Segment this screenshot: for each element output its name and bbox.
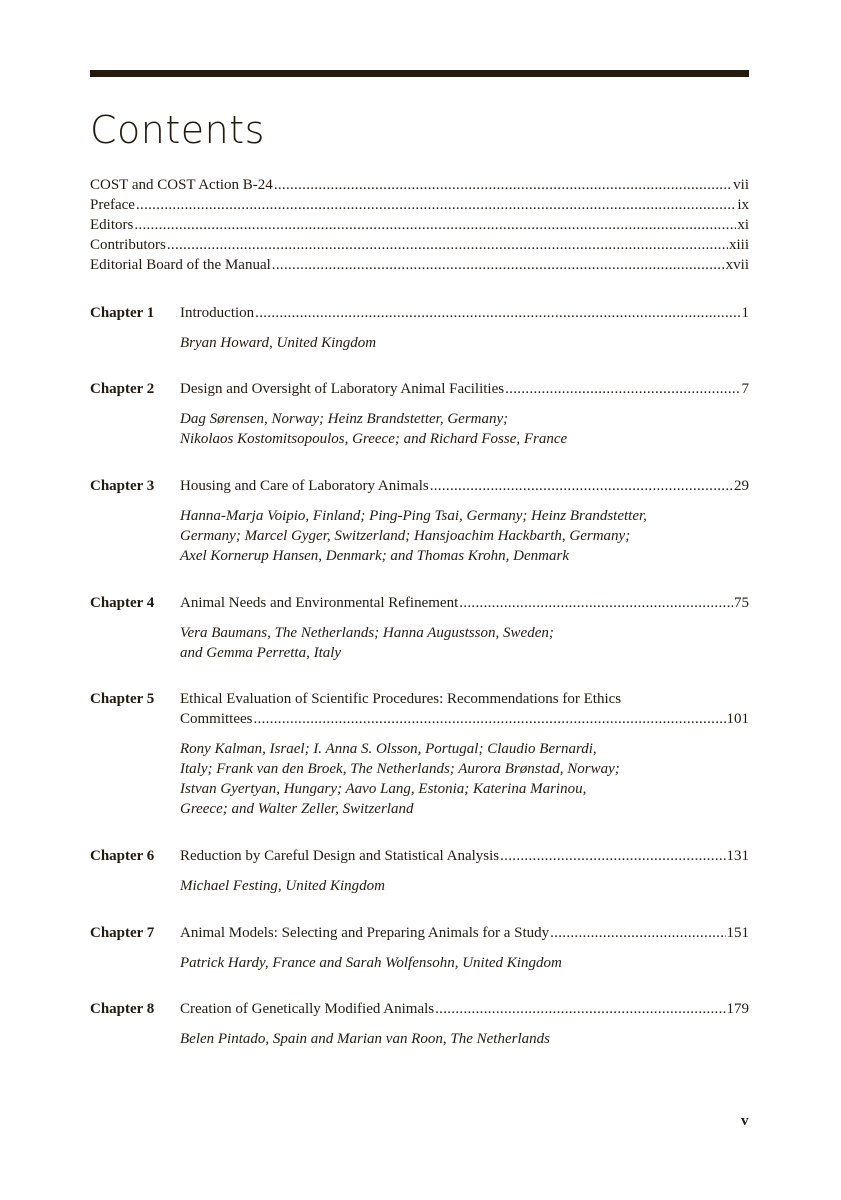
entry-title: Animal Models: Selecting and Preparing Animals for a Study <box>180 925 550 941</box>
entry-title: Creation of Genetically Modified Animals <box>180 1001 435 1017</box>
dot-leader <box>136 195 736 215</box>
chapter-authors <box>180 953 749 973</box>
chapter-title-entry[interactable] <box>180 379 749 399</box>
chapter-title-entry[interactable] <box>180 846 749 866</box>
entry-page: 101 <box>726 711 749 727</box>
chapter-authors <box>180 1029 749 1049</box>
dot-leader <box>167 235 728 255</box>
dot-leader <box>134 215 736 235</box>
chapter-title-entry[interactable] <box>180 923 749 943</box>
entry-page: ix <box>737 197 749 213</box>
author-line: Germany; Marcel Gyger, Switzerland; Hansjoachim Hackbarth, Germany; <box>180 528 631 544</box>
author-line: Bryan Howard, United Kingdom <box>180 335 377 351</box>
entry-title: Preface <box>90 197 135 213</box>
entry-page: 7 <box>741 381 749 397</box>
toc-entry[interactable] <box>90 255 749 275</box>
chapter-title-entry[interactable] <box>180 999 749 1019</box>
entry-page: xvii <box>725 257 749 273</box>
author-line: Dag Sørensen, Norway; Heinz Brandstetter, Germany; <box>180 411 509 427</box>
entry-page: 29 <box>734 478 749 494</box>
chapter-authors <box>180 409 749 449</box>
entry-title: Design and Oversight of Laboratory Animal Facilities <box>180 381 505 397</box>
chapter-entry <box>90 379 749 449</box>
entry-page: 131 <box>726 848 749 864</box>
author-line: Greece; and Walter Zeller, Switzerland <box>180 801 414 817</box>
chapter-label: Chapter 8 <box>90 1001 155 1017</box>
entry-title: Reduction by Careful Design and Statistical Analysis <box>180 848 500 864</box>
entry-title: Editors <box>90 217 134 233</box>
chapter-label: Chapter 7 <box>90 925 155 941</box>
chapter-entry <box>90 846 749 896</box>
chapter-title-entry[interactable] <box>180 709 749 729</box>
chapter-title-entry[interactable] <box>180 593 749 613</box>
author-line: Vera Baumans, The Netherlands; Hanna Augustsson, Sweden; <box>180 625 554 641</box>
author-line: and Gemma Perretta, Italy <box>180 645 342 661</box>
chapter-entry <box>90 689 749 819</box>
dot-leader <box>274 175 732 195</box>
entry-title: COST and COST Action B-24 <box>90 177 273 193</box>
author-line: Nikolaos Kostomitsopoulos, Greece; and Richard Fosse, France <box>180 431 568 447</box>
author-line: Istvan Gyertyan, Hungary; Aavo Lang, Estonia; Katerina Marinou, <box>180 781 587 797</box>
author-line: Michael Festing, United Kingdom <box>180 878 385 894</box>
dot-leader <box>272 255 725 275</box>
chapter-entry <box>90 593 749 663</box>
entry-title: Contributors <box>90 237 166 253</box>
chapter-title-line[interactable]: Ethical Evaluation of Scientific Procedures: Recommendations for Ethics <box>180 691 622 707</box>
chapter-authors <box>180 506 749 566</box>
chapter-label: Chapter 5 <box>90 691 155 707</box>
entry-title: Housing and Care of Laboratory Animals <box>180 478 429 494</box>
dot-leader <box>459 593 733 613</box>
dot-leader <box>505 379 740 399</box>
header-rule <box>90 70 749 77</box>
chapter-authors <box>180 739 749 819</box>
toc-entry[interactable] <box>90 175 749 195</box>
chapter-authors <box>180 876 749 896</box>
dot-leader <box>500 846 725 866</box>
entry-page: vii <box>733 177 749 193</box>
dot-leader <box>255 303 740 323</box>
dot-leader <box>550 923 725 943</box>
chapter-label: Chapter 1 <box>90 305 155 321</box>
entry-page: 151 <box>726 925 749 941</box>
dot-leader <box>254 709 726 729</box>
entry-page: 1 <box>741 305 749 321</box>
entry-page: 179 <box>726 1001 749 1017</box>
entry-title: Committees <box>180 711 253 727</box>
chapter-entry <box>90 303 749 353</box>
chapter-title-entry[interactable] <box>180 476 749 496</box>
chapter-title-entry[interactable] <box>180 303 749 323</box>
author-line: Italy; Frank van den Broek, The Netherlands; Aurora Brønstad, Norway; <box>180 761 620 777</box>
page-title: Contents <box>90 108 265 152</box>
entry-page: xiii <box>728 237 749 253</box>
toc-entry[interactable] <box>90 235 749 255</box>
author-line: Belen Pintado, Spain and Marian van Roon, The Netherlands <box>180 1031 550 1047</box>
chapter-authors <box>180 333 749 353</box>
chapter-label: Chapter 2 <box>90 381 155 397</box>
entry-title: Introduction <box>180 305 255 321</box>
author-line: Hanna-Marja Voipio, Finland; Ping-Ping Tsai, Germany; Heinz Brandstetter, <box>180 508 647 524</box>
dot-leader <box>430 476 733 496</box>
chapter-authors <box>180 623 749 663</box>
chapter-entry <box>90 999 749 1049</box>
chapter-entry <box>90 476 749 566</box>
page-number: v <box>741 1113 749 1129</box>
author-line: Rony Kalman, Israel; I. Anna S. Olsson, Portugal; Claudio Bernardi, <box>180 741 597 757</box>
entry-title: Animal Needs and Environmental Refinement <box>180 595 459 611</box>
toc-entry[interactable] <box>90 215 749 235</box>
chapter-entry <box>90 923 749 973</box>
entry-page: xi <box>737 217 749 233</box>
dot-leader <box>435 999 725 1019</box>
author-line: Axel Kornerup Hansen, Denmark; and Thomas Krohn, Denmark <box>180 548 569 564</box>
chapter-label: Chapter 6 <box>90 848 155 864</box>
front-matter-list <box>90 175 749 275</box>
entry-title: Editorial Board of the Manual <box>90 257 271 273</box>
entry-page: 75 <box>734 595 749 611</box>
toc-entry[interactable] <box>90 195 749 215</box>
chapter-label: Chapter 3 <box>90 478 155 494</box>
chapter-label: Chapter 4 <box>90 595 155 611</box>
author-line: Patrick Hardy, France and Sarah Wolfensohn, United Kingdom <box>180 955 562 971</box>
